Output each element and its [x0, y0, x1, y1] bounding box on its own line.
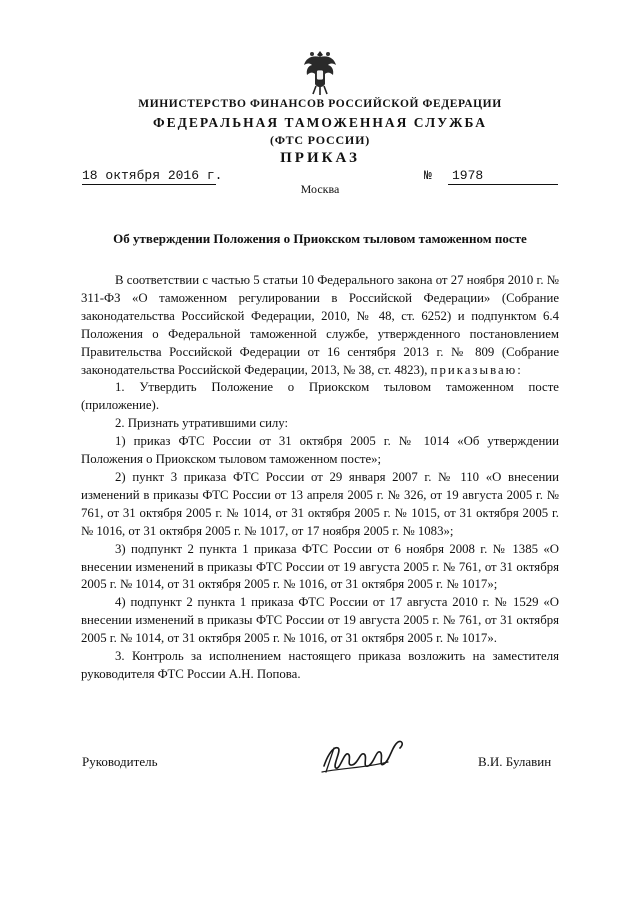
order-word: приказываю:: [430, 362, 523, 377]
number-sign: №: [424, 168, 432, 183]
body-paragraph: 1. Утвердить Положение о Приокском тыловом таможенном посте (приложение).: [81, 380, 559, 413]
document-city: Москва: [300, 182, 340, 196]
body-paragraph: 3. Контроль за исполнением настоящего приказа возложить на заместителя руководителя ФТС России А.Н. Попова.: [81, 649, 559, 681]
signatory-role: Руководитель: [82, 754, 158, 769]
document-body: [81, 272, 559, 684]
preamble-paragraph: [81, 272, 559, 379]
service-name: ФЕДЕРАЛЬНАЯ ТАМОЖЕННАЯ СЛУЖБА: [153, 115, 487, 130]
body-paragraph: 3) подпункт 2 пункта 1 приказа ФТС России от 6 ноября 2008 г. № 1385 «О внесении изменений в приказы ФТС России от 19 августа 2005 г. № 761, от 31 октября 2005 г. № 1014, от 31 октября 2005 г. № 1016, от 31 октября 2005 г. № 1017»;: [81, 541, 559, 592]
document-number: 1978: [448, 168, 558, 185]
document-type: ПРИКАЗ: [280, 150, 360, 166]
preamble-text: В соответствии с частью 5 статьи 10 Федерального закона от 27 ноября 2010 г. № 311-ФЗ «О таможенном регулировании в Российской Федерации» (Собрание законодательства Российской Федерации, 2010, № 48, ст. 6252) и подпунктом 6.4 Положения о Федеральной таможенной службе, утвержденного постановлением Правительства Российской Федерации от 16 сентября 2013 г. № 809 (Собрание законодательства Российской Федерации, 2013, № 38, ст. 4823),: [81, 273, 559, 377]
coat-of-arms-icon: [301, 48, 339, 98]
service-abbreviation: (ФТС РОССИИ): [269, 133, 370, 147]
document-date: 18 октября 2016 г.: [82, 168, 223, 183]
body-paragraph: 4) подпункт 2 пункта 1 приказа ФТС России от 17 августа 2010 г. № 1529 «О внесении изменений в приказы ФТС России от 19 августа 2005 г. № 761, от 31 октября 2005 г. № 1014, от 31 октября 2005 г. № 1016, от 31 октября 2005 г. № 1017».: [81, 595, 559, 646]
body-paragraph: 2) пункт 3 приказа ФТС России от 29 января 2007 г. № 110 «О внесении изменений в приказы ФТС России от 13 апреля 2005 г. № 326, от 19 августа 2005 г. № 761, от 31 октября 2005 г. № 1014, от 31 октября 2005 г. № 1015, от 31 октября 2005 г. № 1016, от 31 октября 2005 г. № 1017, от 17 ноября 2005 г. № 1083»;: [81, 469, 559, 538]
body-paragraph: 2. Признать утратившими силу:: [115, 416, 289, 431]
ministry-name: МИНИСТЕРСТВО ФИНАНСОВ РОССИЙСКОЙ ФЕДЕРАЦИИ: [138, 98, 502, 110]
document-title: Об утверждении Положения о Приокском тыловом таможенном посте: [113, 231, 527, 246]
body-paragraph: 1) приказ ФТС России от 31 октября 2005 г. № 1014 «Об утверждении Положения о Приокском тыловом таможенном посте»;: [81, 434, 559, 467]
handwritten-signature: [318, 732, 408, 780]
signatory-name: В.И. Булавин: [478, 754, 552, 769]
